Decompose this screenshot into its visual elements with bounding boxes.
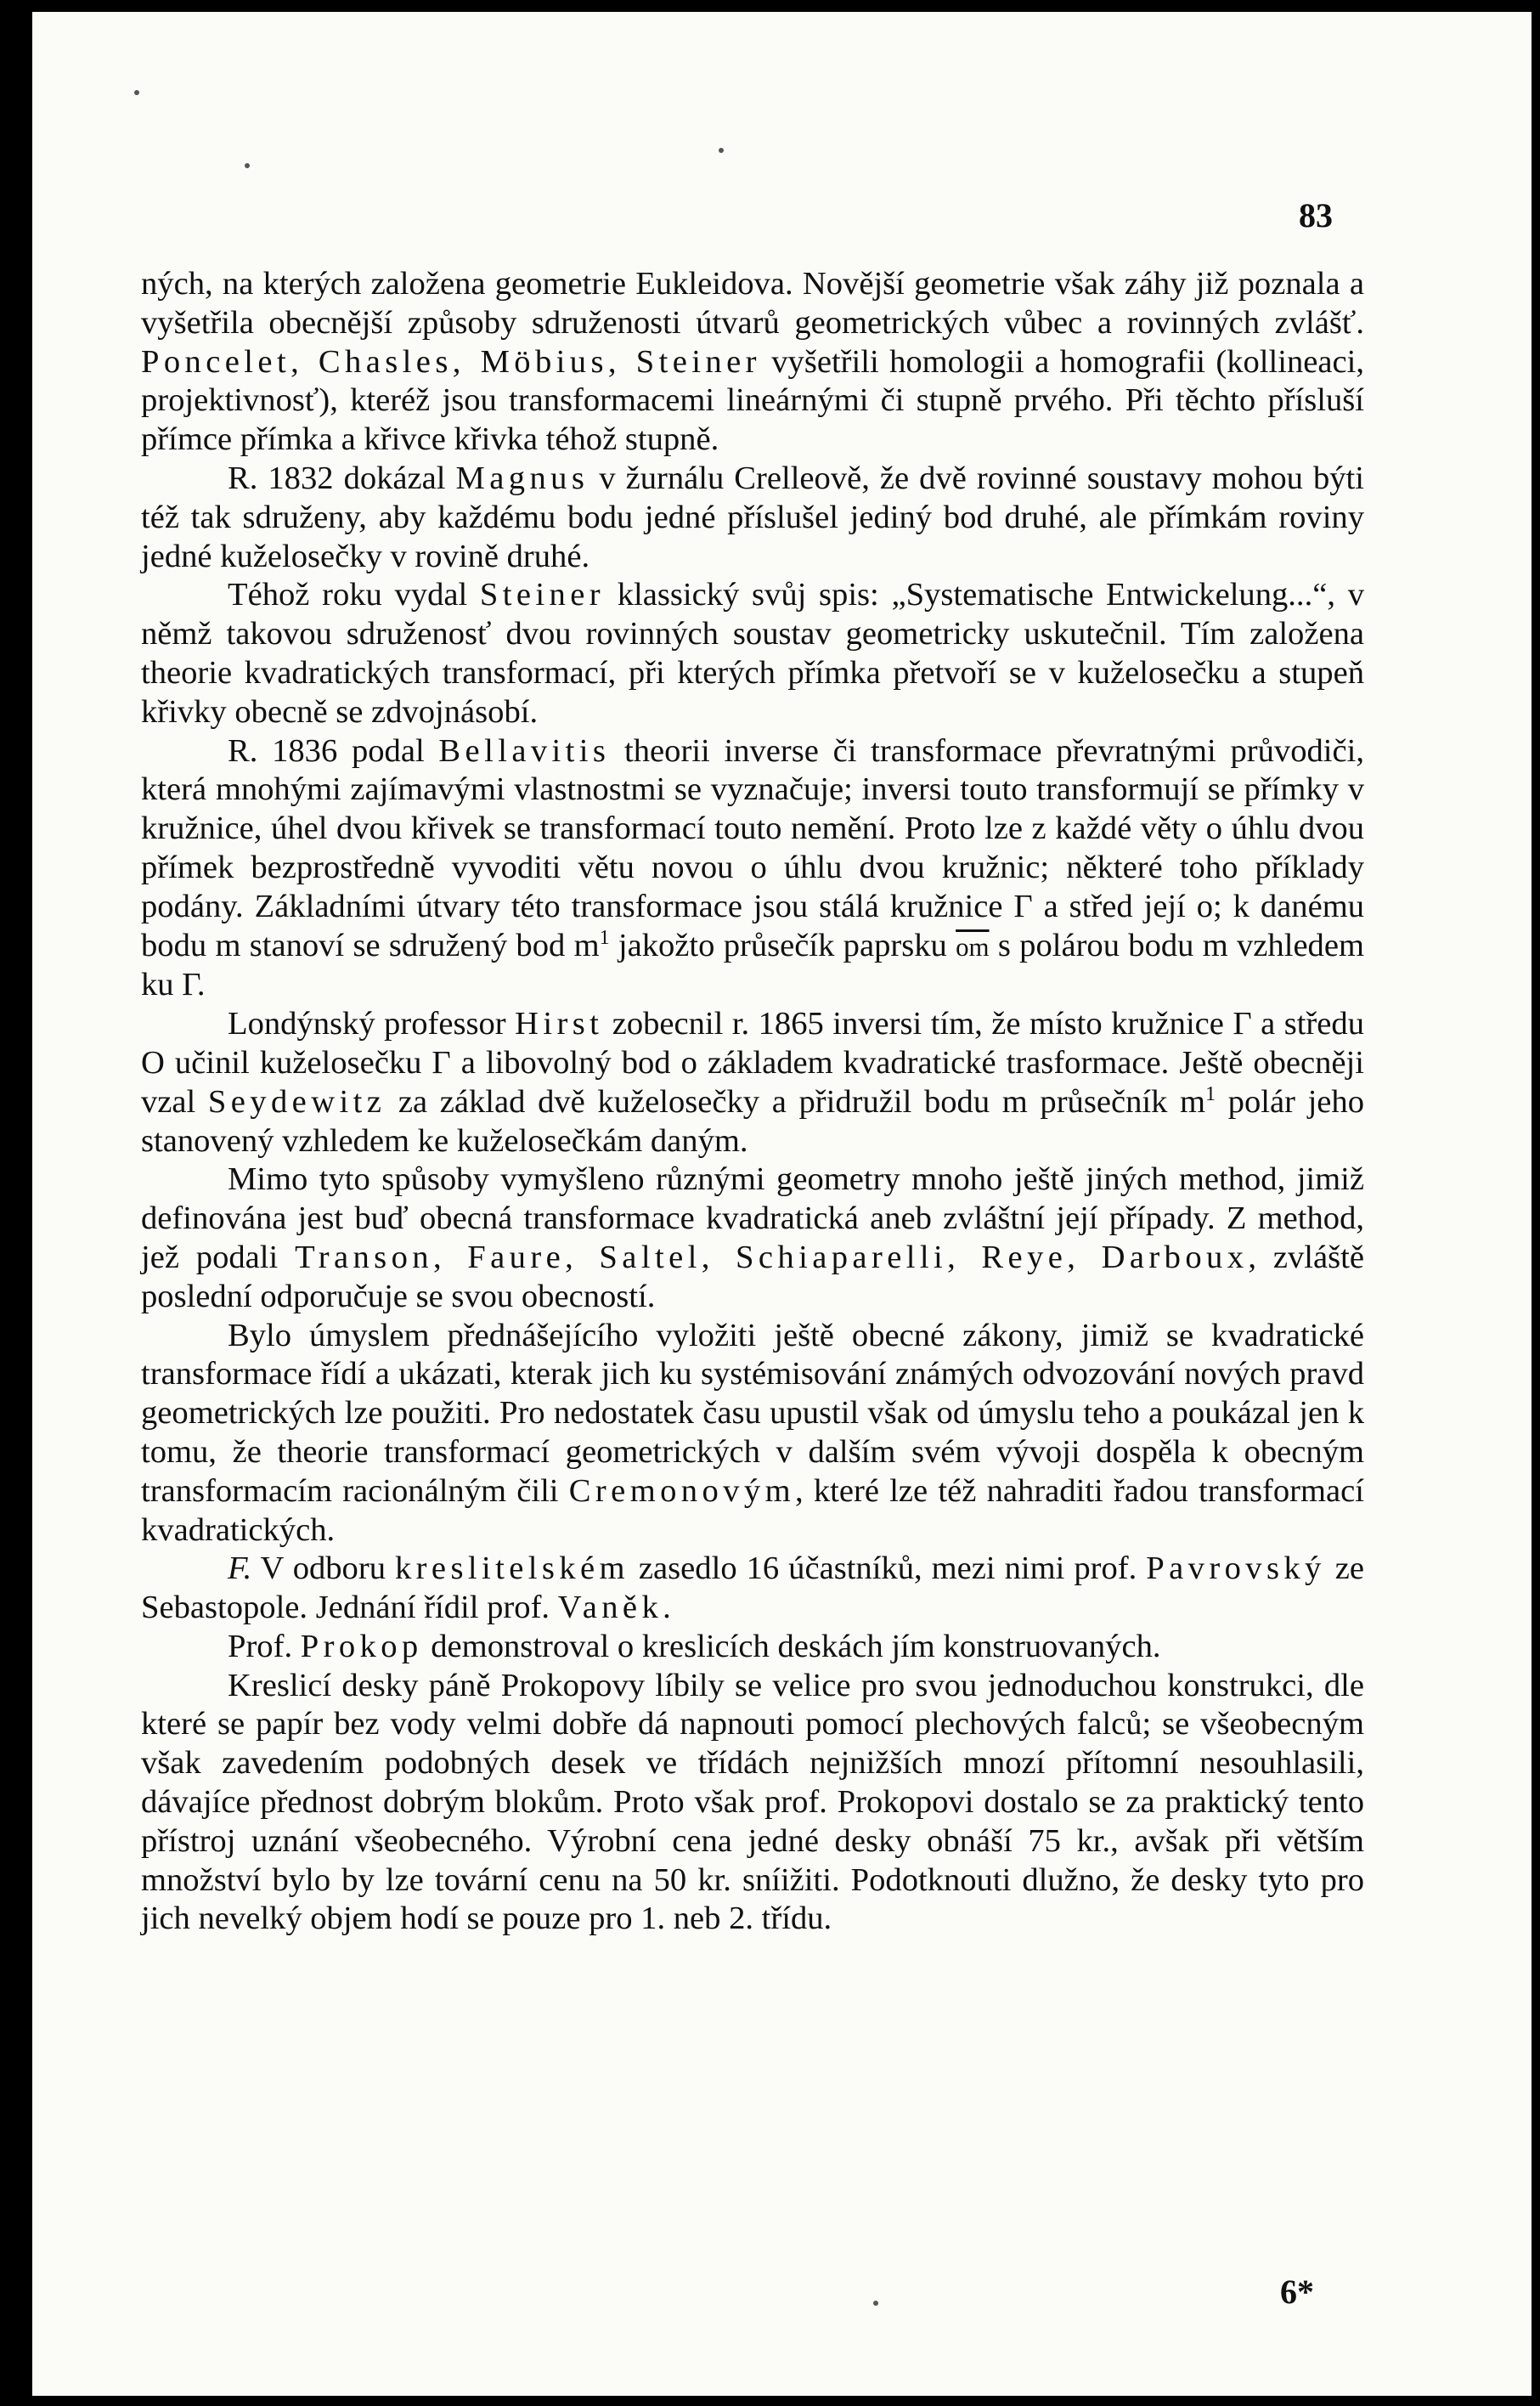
spaced-name: Bellavitis [438,732,611,769]
spaced-name: Pavrovský [1146,1550,1326,1587]
text-run: ze Sebastopole. Jednání řídil prof. [141,1550,1364,1626]
page-number: 83 [1299,196,1333,234]
text-run: ných, na kterých založena geometrie Eukleidova. Novější geometrie však záhy již poznala a vyšetřila obecnější způsoby sdruženosti útvarů geometrických vůbec a rovinných zvlášť. [141,266,1364,341]
speck [245,163,250,168]
spaced-name: Steiner [479,577,606,613]
text-run: Bylo úmyslem přednášejícího vyložiti ještě obecné zákony, jimiž se kvadratické transformace řídí a ukázati, kterak jich ku systémisování známých odvozování nových pravd geometrických lze použiti. Pro nedostatek času upustil však od úmyslu teho a poukázal jen k tomu, že theorie transformací geometrických v dalším svém vývoji dospěla k obecným transformacím racionálným čili [141,1317,1364,1509]
paragraph [141,1667,1364,1940]
text-run: demonstroval o kreslicích deskách jím konstruovaných. [422,1628,1161,1664]
text-run: $\overline{om}$ [956,931,990,962]
text-run: 1 [1205,1082,1216,1105]
spaced-name: Vaněk [557,1590,663,1626]
paragraph [141,460,1364,576]
text-run: theorii inverse či transformace převratnými průvodiči, která mnohými zajímavými vlastnostmi se vyznačuje; inversi touto transformují se přímky v kružnice, úhel dvou křivek se transformací touto nemění. Proto lze z každé věty o úhlu dvou přímek bezprostředně vyvoditi větu novou o úhlu dvou kružnic; některé toho příklady podány. Základními útvary této transformace jsou stálá kružnice Γ a střed její o; k danému bodu m stanoví se sdružený bod m [141,732,1364,963]
text-run: jakožto průsečík paprsku [609,927,956,963]
speck [719,148,724,153]
text-run: 1 [599,926,610,949]
paragraph [141,1161,1364,1316]
text-run: zobecnil r. 1865 inversi tím, že místo kružnice Γ a středu O učinil kuželosečku Γ a libovolný bod o základem kvadratické trasformace. Ještě obecněji vzal [141,1006,1364,1120]
text-run: . [663,1590,671,1626]
text-run: s polárou bodu m vzhledem ku Γ. [141,927,1364,1003]
text-run: za základ dvě kuželosečky a přidružil bodu m průsečník m [386,1083,1206,1120]
text-run: R. 1832 dokázal [228,460,456,496]
paragraph [141,576,1364,731]
paragraph [141,732,1364,1006]
spaced-name: Magnus [455,460,589,496]
text-run: klassický svůj spis: „Systematische Entwickelung...“, v němž takovou sdruženosť dvou rovinných soustav geometricky uskutečnil. Tím založena theorie kvadratických transformací, při kterých přímka přetvoří se v kuželosečku a stupeň křivky obecně se zdvojnásobí. [141,577,1364,730]
text-run: F. [228,1550,252,1587]
text-run: Prof. [228,1628,301,1664]
text-run: R. 1836 podal [228,732,439,769]
paragraph [141,1317,1364,1550]
spaced-name: Prokop [300,1628,423,1664]
paragraph [141,1628,1364,1667]
paragraph [141,1005,1364,1161]
document-page [32,12,1532,2396]
paragraph [141,1550,1364,1628]
text-run: Londýnský professor [228,1006,516,1042]
spaced-name: Seydewitz [207,1083,386,1120]
text-run: polár jeho stanovený vzhledem ke kuželosečkám daným. [141,1083,1364,1159]
spaced-name: Transon, Faure, Saltel, Schiaparelli, Reye, Darboux [295,1239,1249,1275]
text-run: , zvláště poslední odporučuje se svou obecností. [141,1239,1365,1314]
spaced-name: Poncelet, Chasles, Möbius, Steiner [141,343,761,380]
text-run: v žurnálu Crelleově, že dvě rovinné soustavy mohou býti též tak sdruženy, aby každému bodu jedné příslušel jediný bod druhé, ale přímkám roviny jedné kuželosečky v rovině druhé. [141,460,1364,574]
spaced-name: Cremonovým [568,1472,795,1509]
text-run: Kreslicí desky páně Prokopovy líbily se velice pro svou jednoduchou konstrukci, dle které se papír bez vody velmi dobře dá napnouti pomocí plechových falců; se všeobecným však zavedením podobných desek ve třídách nejnižších mnozí přítomní nesouhlasili, dávajíce přednost dobrým blokům. Proto však prof. Prokopovi dostalo se za praktický tento přístroj uznání všeobecného. Výrobní cena jedné desky obnáší 75 kr., avšak při větším množství bylo by lze tovární cenu na 50 kr. sníižiti. Podotknouti dlužno, že desky tyto pro jich nevelký objem hodí se pouze pro 1. neb 2. třídu. [141,1667,1364,1937]
signature-mark: 6* [1280,2273,1314,2311]
spaced-name: kreslitelském [394,1550,629,1587]
paragraph [141,265,1364,460]
text-run: V odboru [251,1550,395,1587]
text-run: zasedlo 16 účastníků, mezi nimi prof. [629,1550,1147,1587]
text-run: Mimo tyto spůsoby vymyšleno různými geometry mnoho ještě jiných method, jimiž definována jest buď obecná transformace kvadratická aneb zvláštní její případy. Z method, jež podali [141,1161,1364,1275]
spaced-name: Hirst [515,1006,604,1042]
text-run: vyšetřili homologii a homografii (kollineaci, projektivnosť), kteréž jsou transformacemi lineárnými či stupně prvého. Při těchto přísluší přímce přímka a křivce křivka téhož stupně. [141,343,1364,458]
speck [134,90,139,95]
body-text [141,265,1364,1939]
text-run: Téhož roku vydal [228,577,480,613]
text-run: , které lze též nahraditi řadou transformací kvadratických. [141,1472,1365,1548]
speck [873,2301,878,2306]
